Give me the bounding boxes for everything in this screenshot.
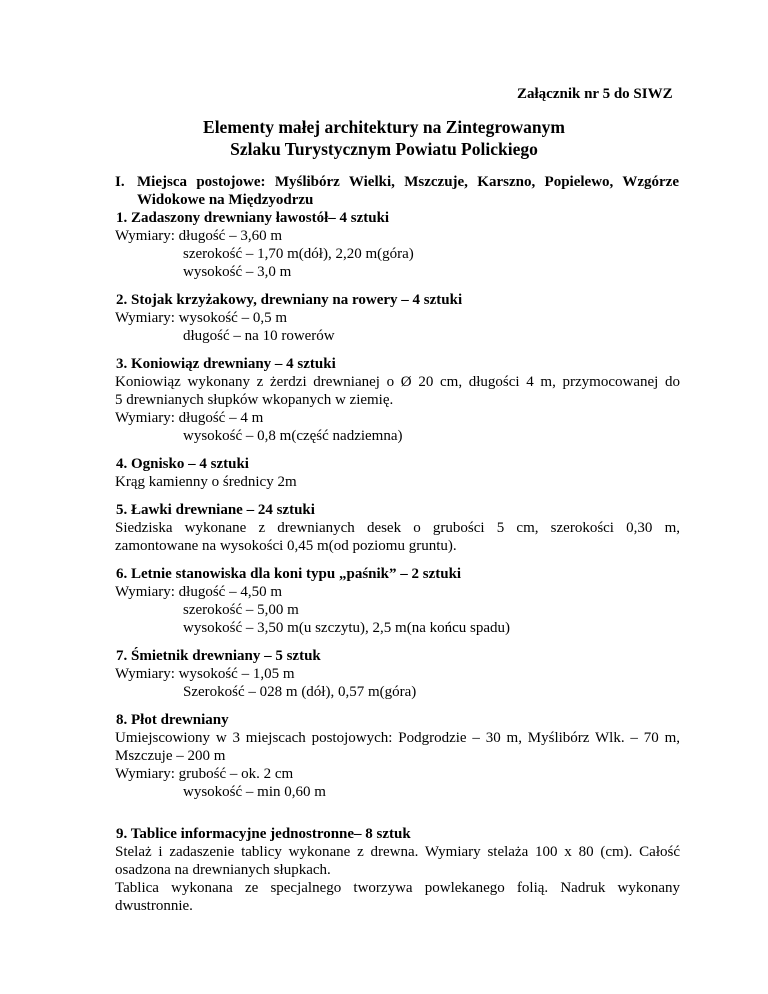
item-line: Wymiary: długość – 3,60 m bbox=[115, 228, 282, 244]
item-heading: 3. Koniowiąz drewniany – 4 sztuki bbox=[116, 356, 336, 372]
item-heading: 2. Stojak krzyżakowy, drewniany na rowery – 4 sztuki bbox=[116, 292, 463, 308]
item-line: Stelaż i zadaszenie tablicy wykonane z drewna. Wymiary stelaża 100 x 80 (cm). Całość bbox=[115, 844, 680, 860]
document-title-line-1: Elementy małej architektury na Zintegrowanym bbox=[203, 117, 565, 137]
item-line: Mszczuje – 200 m bbox=[115, 748, 226, 764]
item-line: Szerokość – 028 m (dół), 0,57 m(góra) bbox=[183, 684, 417, 700]
item-line: Wymiary: długość – 4 m bbox=[115, 410, 264, 426]
section-heading-line-2: Widokowe na Międzyodrzu bbox=[137, 192, 314, 208]
item-heading: 4. Ognisko – 4 sztuki bbox=[116, 456, 249, 472]
item-line: Krąg kamienny o średnicy 2m bbox=[115, 474, 297, 490]
item-heading: 1. Zadaszony drewniany ławostół– 4 sztuki bbox=[116, 210, 390, 226]
item-line: Tablica wykonana ze specjalnego tworzywa powlekanego folią. Nadruk wykonany bbox=[115, 880, 680, 896]
item-line: dwustronnie. bbox=[115, 898, 193, 914]
item-line: Siedziska wykonane z drewnianych desek o grubości 5 cm, szerokości 0,30 m, bbox=[115, 520, 680, 536]
item-line: zamontowane na wysokości 0,45 m(od poziomu gruntu). bbox=[115, 538, 457, 554]
section-heading-line-1: Miejsca postojowe: Myślibórz Wielki, Mszczuje, Karszno, Popielewo, Wzgórze bbox=[137, 174, 679, 190]
item-heading: 7. Śmietnik drewniany – 5 sztuk bbox=[116, 648, 321, 664]
item-line: Wymiary: długość – 4,50 m bbox=[115, 584, 282, 600]
item-line: 5 drewnianych słupków wkopanych w ziemię. bbox=[115, 392, 394, 408]
item-heading: 6. Letnie stanowiska dla koni typu „paśnik” – 2 sztuki bbox=[116, 566, 462, 582]
item-line: wysokość – min 0,60 m bbox=[183, 784, 326, 800]
item-line: wysokość – 0,8 m(część nadziemna) bbox=[183, 428, 403, 444]
item-heading: 8. Płot drewniany bbox=[116, 712, 229, 728]
section-number: I. bbox=[115, 174, 125, 190]
item-line: Wymiary: wysokość – 0,5 m bbox=[115, 310, 287, 326]
item-line: wysokość – 3,0 m bbox=[183, 264, 292, 280]
item-heading: 5. Ławki drewniane – 24 sztuki bbox=[116, 502, 315, 518]
item-line: Umiejscowiony w 3 miejscach postojowych: Podgrodzie – 30 m, Myślibórz Wlk. – 70 m, bbox=[115, 730, 680, 746]
item-line: wysokość – 3,50 m(u szczytu), 2,5 m(na końcu spadu) bbox=[183, 620, 511, 636]
item-heading: 9. Tablice informacyjne jednostronne– 8 sztuk bbox=[116, 826, 411, 842]
document-title-line-2: Szlaku Turystycznym Powiatu Polickiego bbox=[230, 139, 538, 159]
item-line: osadzona na drewnianych słupkach. bbox=[115, 862, 331, 878]
item-line: długość – na 10 rowerów bbox=[183, 328, 335, 344]
item-line: Wymiary: wysokość – 1,05 m bbox=[115, 666, 295, 682]
item-line: szerokość – 1,70 m(dół), 2,20 m(góra) bbox=[183, 246, 414, 262]
item-line: Koniowiąz wykonany z żerdzi drewnianej o Ø 20 cm, długości 4 m, przymocowanej do bbox=[115, 374, 680, 390]
item-line: szerokość – 5,00 m bbox=[183, 602, 299, 618]
annex-label: Załącznik nr 5 do SIWZ bbox=[517, 86, 673, 102]
item-line: Wymiary: grubość – ok. 2 cm bbox=[115, 766, 294, 782]
